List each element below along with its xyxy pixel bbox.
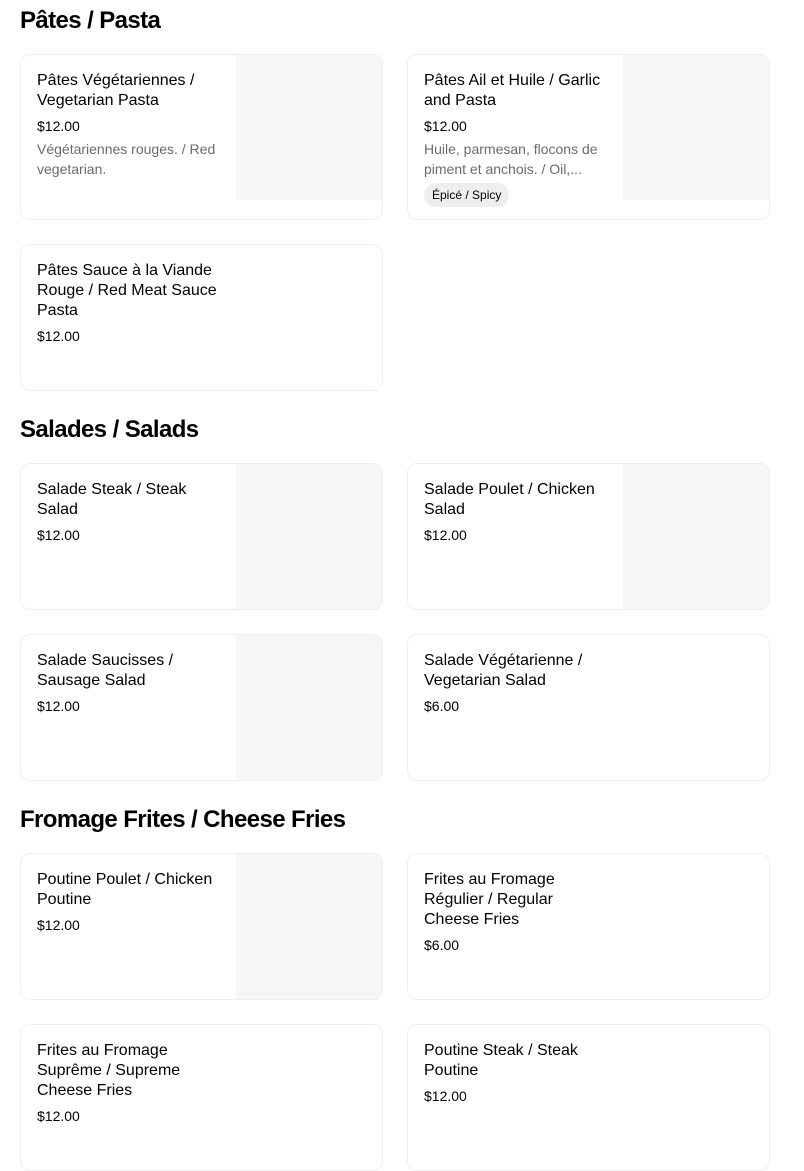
menu-item-card[interactable] — [407, 1024, 770, 1171]
section-title-pasta: Pâtes / Pasta — [20, 7, 161, 34]
section-title-salads: Salades / Salads — [20, 416, 199, 443]
menu-item-price: $12.00 — [37, 698, 80, 714]
menu-item-price: $12.00 — [37, 328, 80, 344]
menu-item-image — [236, 635, 382, 781]
menu-item-card[interactable] — [20, 853, 383, 1000]
menu-item-card[interactable] — [407, 634, 770, 781]
menu-item-price: $12.00 — [37, 118, 80, 134]
menu-item-price: $12.00 — [424, 1088, 467, 1104]
menu-item-image — [623, 55, 769, 200]
menu-item-name: Pâtes Sauce à la Viande Rouge / Red Meat Sauce Pasta — [37, 262, 217, 319]
menu-item-price: $12.00 — [37, 917, 80, 933]
menu-item-description: Végétariennes rouges. / Red vegetarian. — [37, 141, 216, 177]
menu-item-name: Salade Saucisses / Sausage Salad — [37, 652, 174, 689]
menu-item-card[interactable] — [20, 1024, 383, 1171]
menu-item-name: Frites au Fromage Suprême / Supreme Cheese Fries — [37, 1042, 181, 1099]
menu-item-card[interactable] — [20, 244, 383, 391]
menu-item-name: Frites au Fromage Régulier / Regular Cheese Fries — [424, 871, 555, 928]
menu-item-name: Poutine Poulet / Chicken Poutine — [37, 871, 213, 908]
menu-item-price: $12.00 — [37, 527, 80, 543]
menu-item-price: $6.00 — [424, 937, 460, 953]
section-title-cheese-fries: Fromage Frites / Cheese Fries — [20, 806, 346, 833]
menu-item-name: Pâtes Végétariennes / Vegetarian Pasta — [37, 72, 195, 109]
menu-item-card[interactable] — [407, 463, 770, 610]
menu-item-price: $12.00 — [424, 527, 467, 543]
menu-item-name: Salade Poulet / Chicken Salad — [424, 481, 595, 518]
menu-item-image — [236, 464, 382, 610]
menu-item-name: Pâtes Ail et Huile / Garlic and Pasta — [424, 72, 601, 109]
menu-item-description: Huile, parmesan, flocons de piment et anchois. / Oil,... — [424, 141, 598, 177]
menu-item-card[interactable] — [407, 54, 770, 220]
menu-item-name: Salade Végétarienne / Vegetarian Salad — [424, 652, 583, 689]
menu-item-price: $6.00 — [424, 698, 460, 714]
menu-item-name: Poutine Steak / Steak Poutine — [424, 1042, 578, 1079]
menu-item-card[interactable] — [20, 54, 383, 220]
menu-item-price: $12.00 — [424, 118, 467, 134]
spicy-badge: Épicé / Spicy — [424, 183, 509, 207]
menu-item-card[interactable] — [20, 634, 383, 781]
menu-item-image — [236, 55, 382, 200]
menu-item-name: Salade Steak / Steak Salad — [37, 481, 187, 518]
menu-item-image — [623, 464, 769, 610]
menu-item-price: $12.00 — [37, 1108, 80, 1124]
menu-item-card[interactable] — [20, 463, 383, 610]
menu-item-card[interactable] — [407, 853, 770, 1000]
menu-item-image — [236, 854, 382, 1000]
